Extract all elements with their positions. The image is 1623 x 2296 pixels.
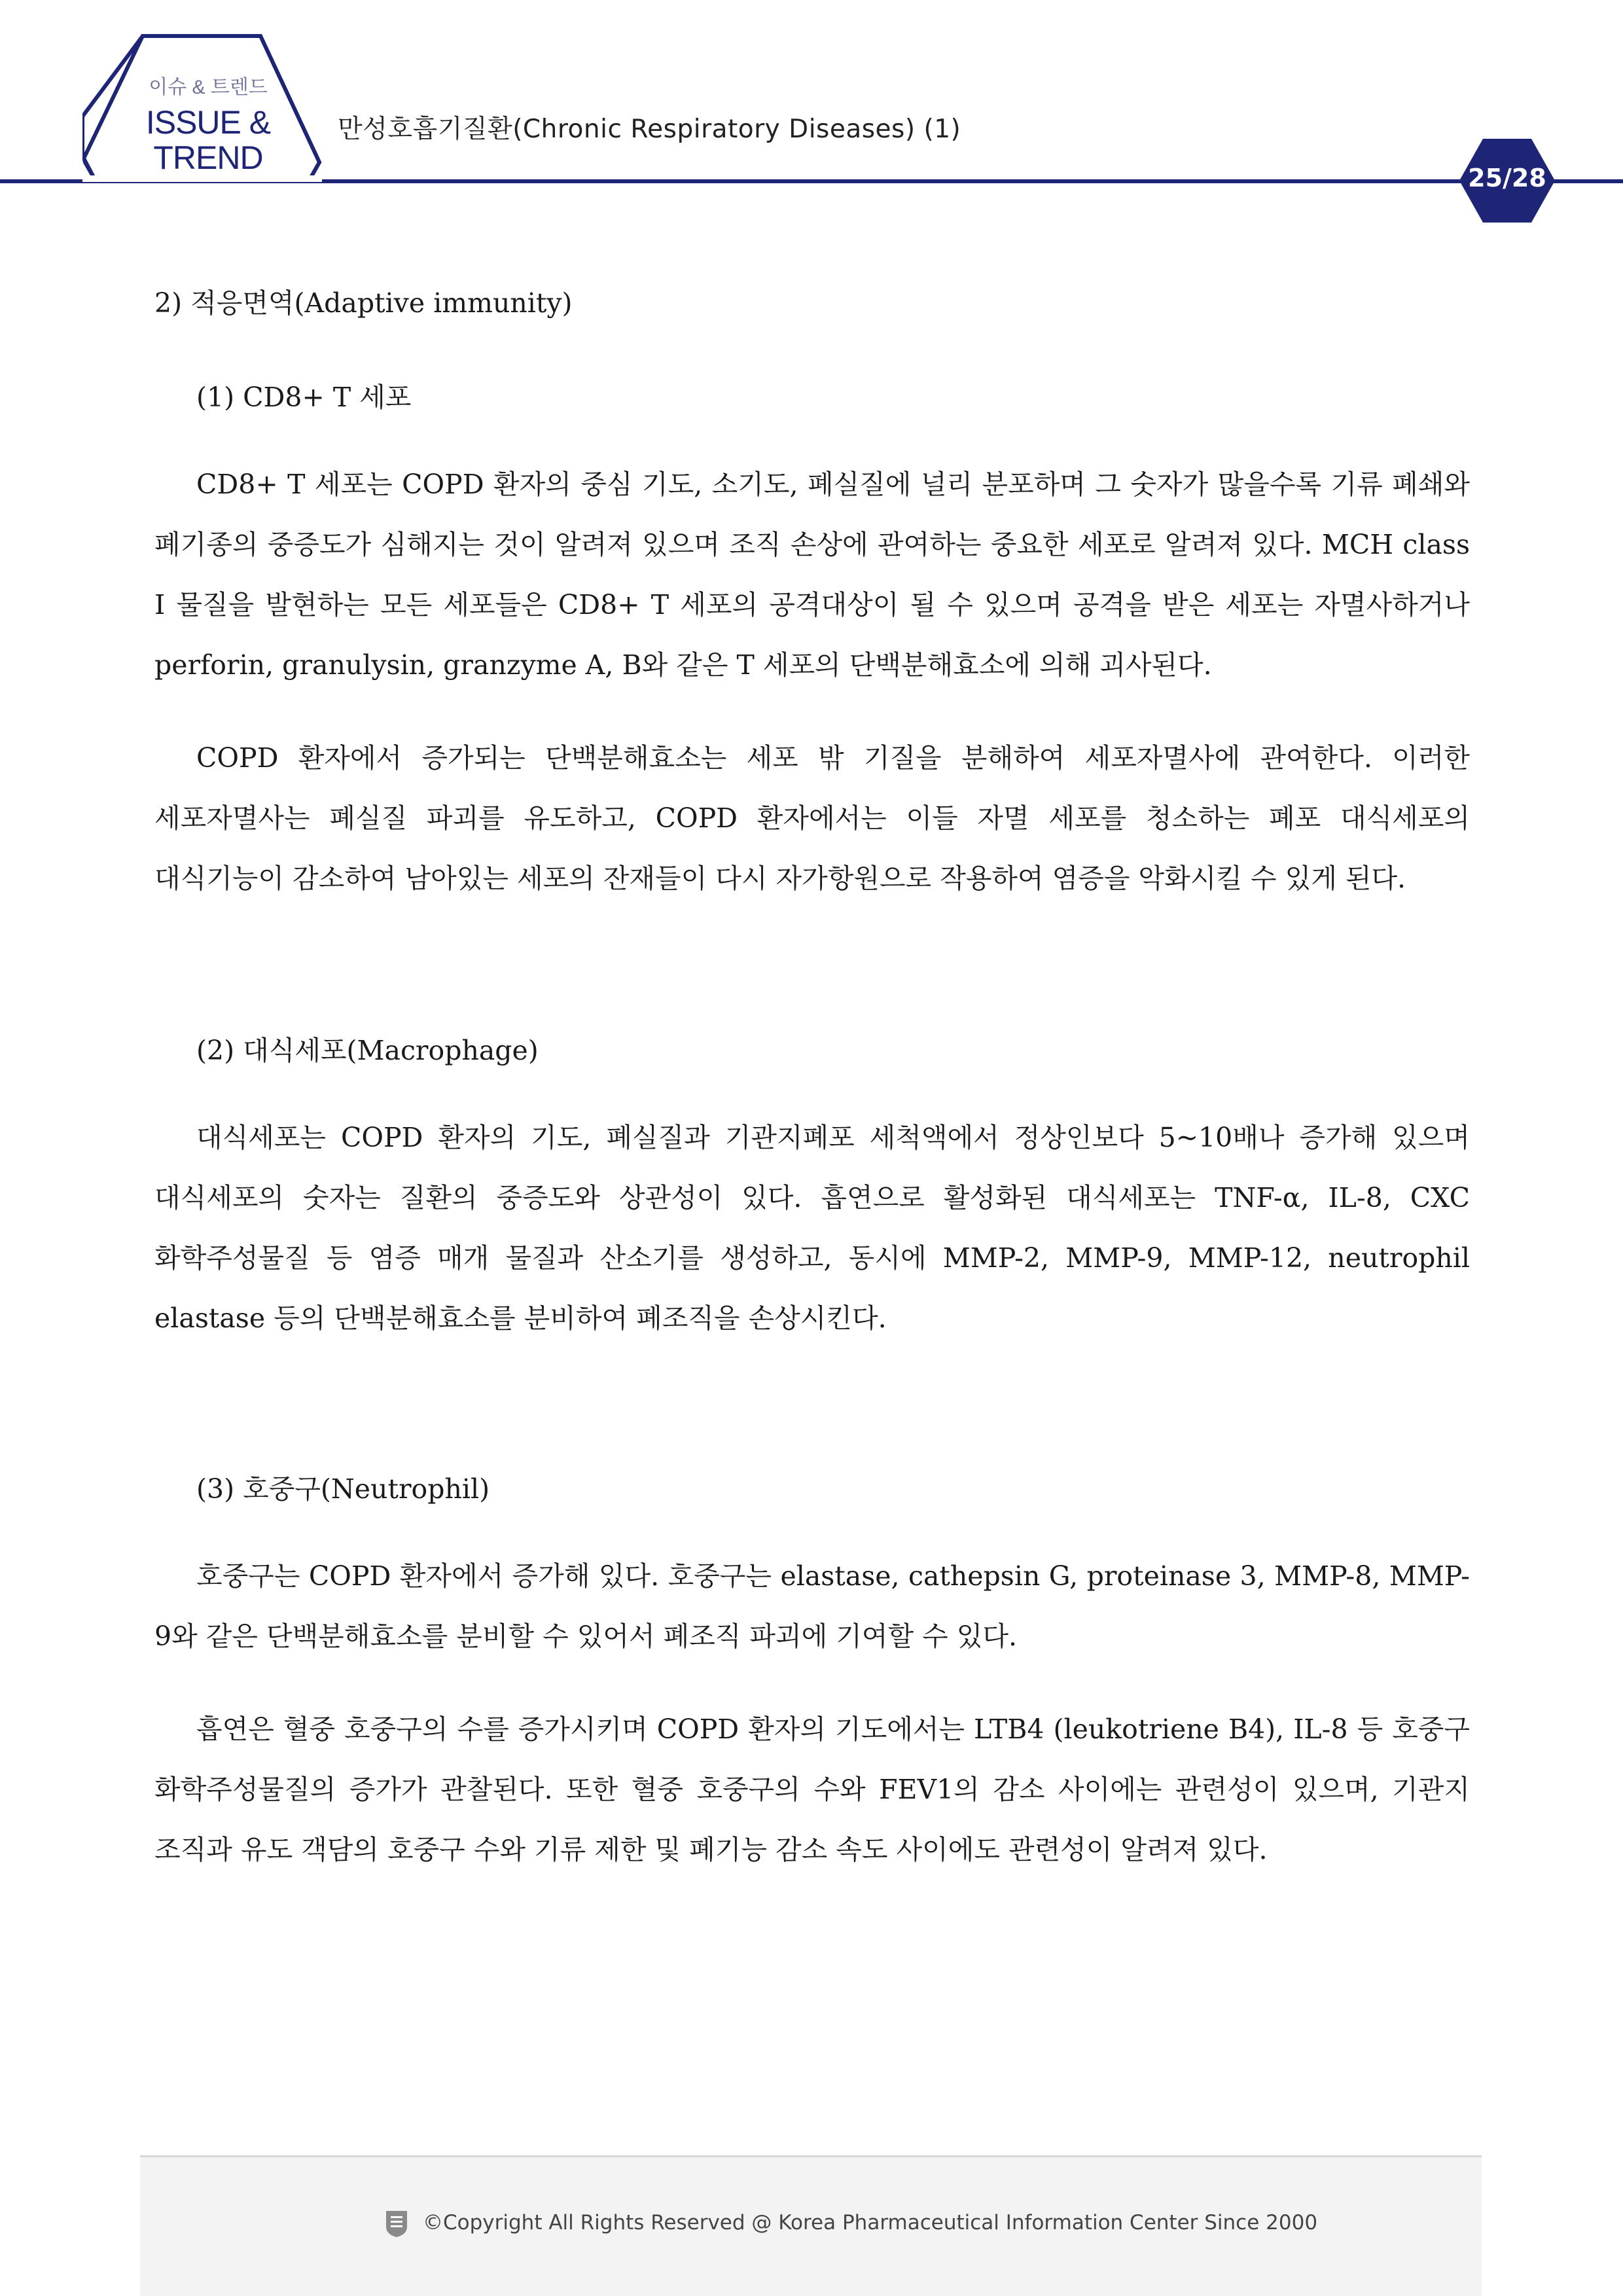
paragraph-macrophage-1: 대식세포는 COPD 환자의 기도, 폐실질과 기관지폐포 세척액에서 정상인보다 5~10배나 증가해 있으며 대식세포의 숫자는 질환의 중증도와 상관성이 있다. 흡연으로 활성화된 대식세포는 TNF-α, IL-8, CXC 화학주성물질 등 염증 매개 물질과 산소기를 생성하고, 동시에 MMP-2, MMP-9, MMP-12, neutrophil elastase 등의 단백분해효소를 분비하여 폐조직을 손상시킨다. <box>154 1122 1470 1334</box>
badge-title-line1: ISSUE & <box>145 104 271 141</box>
subsection-heading-macrophage: (2) 대식세포(Macrophage) <box>196 1035 539 1066</box>
paragraph-neutrophil-2: 흡연은 혈중 호중구의 수를 증가시키며 COPD 환자의 기도에서는 LTB4 (leukotriene B4), IL-8 등 호중구 화학주성물질의 증가가 관찰된다. 또한 혈중 호중구의 수와 FEV1의 감소 사이에는 관련성이 있으며, 기관지 조직과 유도 객담의 호중구 수와 기류 제한 및 폐기능 감소 속도 사이에도 관련성이 알려져 있다. <box>154 1713 1470 1865</box>
paragraph-cd8-1: CD8+ T 세포는 COPD 환자의 중심 기도, 소기도, 폐실질에 널리 분포하며 그 숫자가 많을수록 기류 폐쇄와 폐기종의 중증도가 심해지는 것이 알려져 있으며 조직 손상에 관여하는 중요한 세포로 알려져 있다. MCH class I 물질을 발현하는 모든 세포들은 CD8+ T 세포의 공격대상이 될 수 있으며 공격을 받은 세포는 자멸사하거나 perforin, granulysin, granzyme A, B와 같은 T 세포의 단백분해효소에 의해 괴사된다. <box>154 469 1470 681</box>
subsection-heading-neutrophil: (3) 호중구(Neutrophil) <box>196 1473 490 1505</box>
shield-logo-icon <box>385 2210 408 2238</box>
subsection-heading-cd8: (1) CD8+ T 세포 <box>196 382 412 413</box>
section-heading: 2) 적응면역(Adaptive immunity) <box>154 287 573 319</box>
document-title: 만성호흡기질환(Chronic Respiratory Diseases) (1) <box>338 115 961 144</box>
page-number: 25/28 <box>1468 164 1546 192</box>
paragraph-neutrophil-1: 호중구는 COPD 환자에서 증가해 있다. 호중구는 elastase, cathepsin G, proteinase 3, MMP-8, MMP-9와 같은 단백분해효소를 분비할 수 있어서 폐조직 파괴에 기여할 수 있다. <box>154 1560 1470 1652</box>
paragraph-cd8-2: COPD 환자에서 증가되는 단백분해효소는 세포 밖 기질을 분해하여 세포자멸사에 관여한다. 이러한 세포자멸사는 폐실질 파괴를 유도하고, COPD 환자에서는 이들 자멸 세포를 청소하는 폐포 대식세포의 대식기능이 감소하여 남아있는 세포의 잔재들이 다시 자가항원으로 작용하여 염증을 악화시킬 수 있게 된다. <box>154 742 1470 894</box>
footer-copyright: ©Copyright All Rights Reserved @ Korea Pharmaceutical Information Center Since 2000 <box>423 2211 1318 2234</box>
badge-small-label: 이슈 & 트렌드 <box>149 77 268 98</box>
badge-title-line2: TREND <box>153 139 263 176</box>
